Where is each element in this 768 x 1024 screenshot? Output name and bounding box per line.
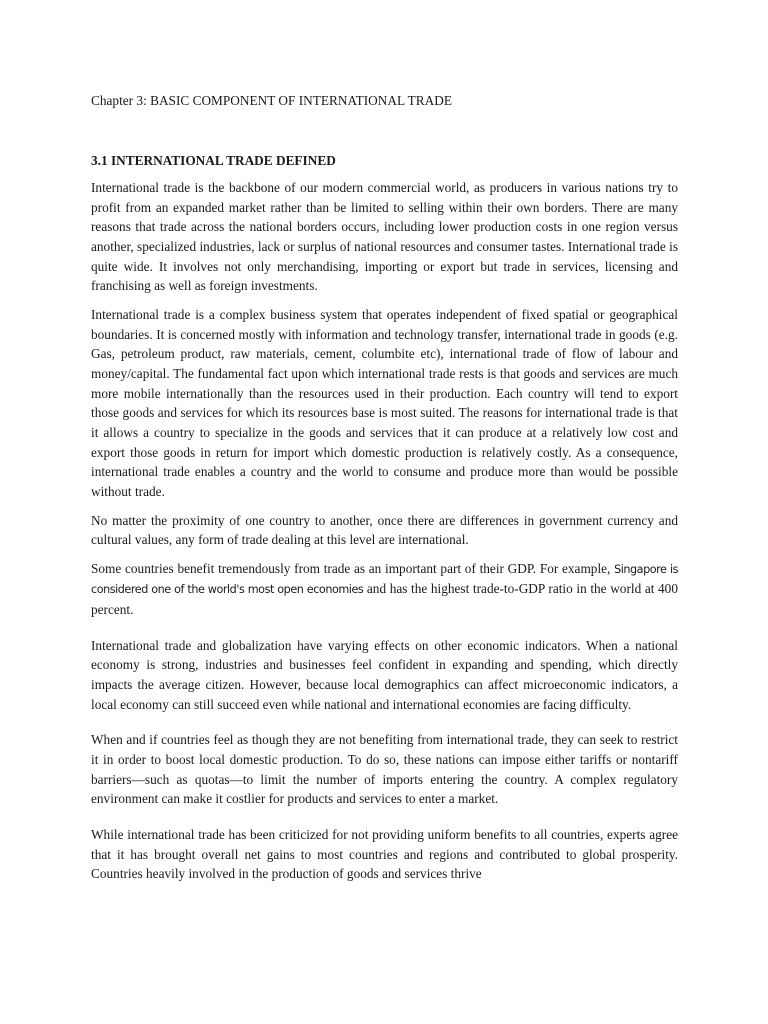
singapore-highlight-text: Singapore is considered one of the world's most open economies [91,562,678,597]
document-body [91,91,678,893]
paragraph-trade-backbone: International trade is the backbone of our modern commercial world, as producers in various nations try to profit from an expanded market rather than be limited to selling within their own borders. There are many reasons that trade across the national borders occurs, including lower production costs in one region versus another, specialized industries, lack or surplus of national resources and consumer tastes. International trade is quite wide. It involves not only merchandising, importing or export but trade in services, licensing and franchising as well as foreign investments. [91,180,678,294]
chapter-title: Chapter 3: BASIC COMPONENT OF INTERNATIONAL TRADE [91,93,452,108]
paragraph-globalization-effects: International trade and globalization have varying effects on other economic indicators. When a national economy is strong, industries and businesses feel confident in expanding and spending, which directly impacts the average citizen. However, because local demographics can affect microeconomic indicators, a local economy can still succeed even while national and international economies are facing difficulty. [91,637,678,712]
paragraph-trade-restrictions: When and if countries feel as though they are not benefiting from international trade, they can seek to restrict it in order to boost local domestic production. To do so, these nations can impose either tariffs or nontariff barriers—such as quotas—to limit the number of imports entering the country. A complex regulatory environment can make it costlier for products and services to enter a market. [91,732,678,807]
paragraph-proximity: No matter the proximity of one country to another, once there are differences in government currency and cultural values, any form of trade dealing at this level are international. [91,512,678,548]
paragraph-criticism-and-gains: While international trade has been criticized for not providing uniform benefits to all countries, experts agree that it has brought overall net gains to most countries and regions and contributed to global prosperity. Countries heavily involved in the production of goods and services thrive [91,827,678,882]
paragraph-singapore [91,559,678,620]
paragraph-complex-business-system: International trade is a complex business system that operates independent of fixed spatial or geographical boundaries. It is concerned mostly with information and technology transfer, international trade in goods (e.g. Gas, petroleum product, raw materials, cement, columbite etc), international trade of flow of labour and money/capital. The fundamental fact upon which international trade rests is that goods and services are much more mobile internationally than the resources used in their production. Each country will tend to export those goods and services for which its resources base is most suited. The reasons for international trade is that it allows a country to specialize in the goods and services that it can produce at a relatively low cost and export those goods in return for import which domestic production is relatively costly. As a consequence, international trade enables a country and the world to consume and produce more than would be possible without trade. [91,306,678,499]
section-heading: 3.1 INTERNATIONAL TRADE DEFINED [91,153,336,168]
singapore-text-before: Some countries benefit tremendously from trade as an important part of their GDP. For example, [91,560,615,576]
singapore-text-after: and has the highest trade-to-GDP ratio in the world at 400 percent. [91,581,678,618]
